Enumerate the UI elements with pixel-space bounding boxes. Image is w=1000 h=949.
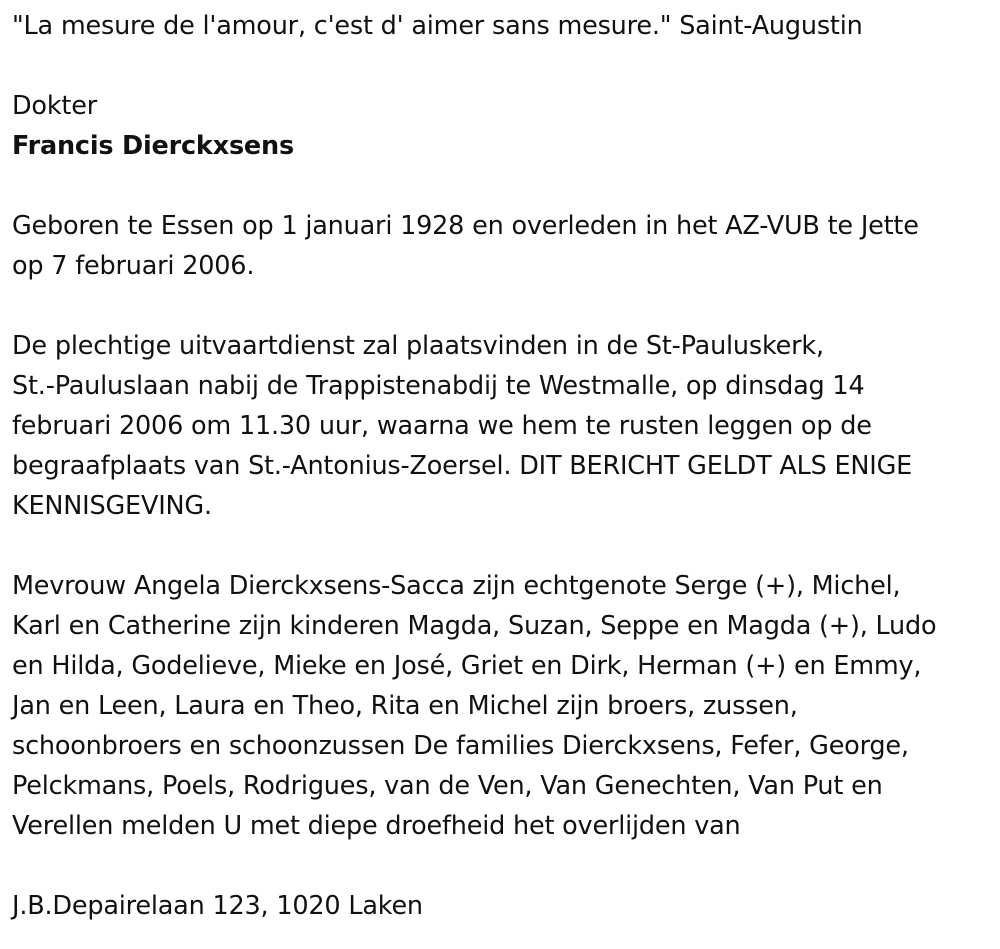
- family-line: Pelckmans, Poels, Rodrigues, van de Ven, Van Genechten, Van Put en: [12, 771, 883, 801]
- funeral-line: februari 2006 om 11.30 uur, waarna we hem te rusten leggen op de: [12, 411, 872, 441]
- spacer: [12, 846, 988, 886]
- family-line: Jan en Leen, Laura en Theo, Rita en Michel zijn broers, zussen,: [12, 691, 798, 721]
- family-line: Mevrouw Angela Dierckxsens-Sacca zijn echtgenote Serge (+), Michel,: [12, 571, 901, 601]
- spacer: [12, 526, 988, 566]
- birth-death-line: op 7 februari 2006.: [12, 251, 255, 281]
- address-text: J.B.Depairelaan 123, 1020 Laken: [12, 891, 423, 921]
- family-line: Verellen melden U met diepe droefheid het overlijden van: [12, 811, 741, 841]
- funeral-paragraph: [12, 326, 988, 526]
- funeral-line: De plechtige uitvaartdienst zal plaatsvinden in de St-Pauluskerk,: [12, 331, 824, 361]
- deceased-name: Francis Dierckxsens: [12, 131, 294, 161]
- funeral-line: KENNISGEVING.: [12, 491, 212, 521]
- family-paragraph: [12, 566, 988, 846]
- spacer: [12, 286, 988, 326]
- title-prefix: Dokter: [12, 91, 97, 121]
- funeral-line: begraafplaats van St.-Antonius-Zoersel. DIT BERICHT GELDT ALS ENIGE: [12, 451, 913, 481]
- quote-text: "La mesure de l'amour, c'est d' aimer sans mesure." Saint-Augustin: [12, 11, 863, 41]
- spacer: [12, 166, 988, 206]
- family-line: schoonbroers en schoonzussen De families Dierckxsens, Fefer, George,: [12, 731, 909, 761]
- birth-death-line: Geboren te Essen op 1 januari 1928 en overleden in het AZ-VUB te Jette: [12, 211, 919, 241]
- funeral-line: St.-Pauluslaan nabij de Trappistenabdij te Westmalle, op dinsdag 14: [12, 371, 865, 401]
- birth-death-paragraph: [12, 206, 988, 286]
- spacer: [12, 46, 988, 86]
- family-line: en Hilda, Godelieve, Mieke en José, Griet en Dirk, Herman (+) en Emmy,: [12, 651, 922, 681]
- family-line: Karl en Catherine zijn kinderen Magda, Suzan, Seppe en Magda (+), Ludo: [12, 611, 937, 641]
